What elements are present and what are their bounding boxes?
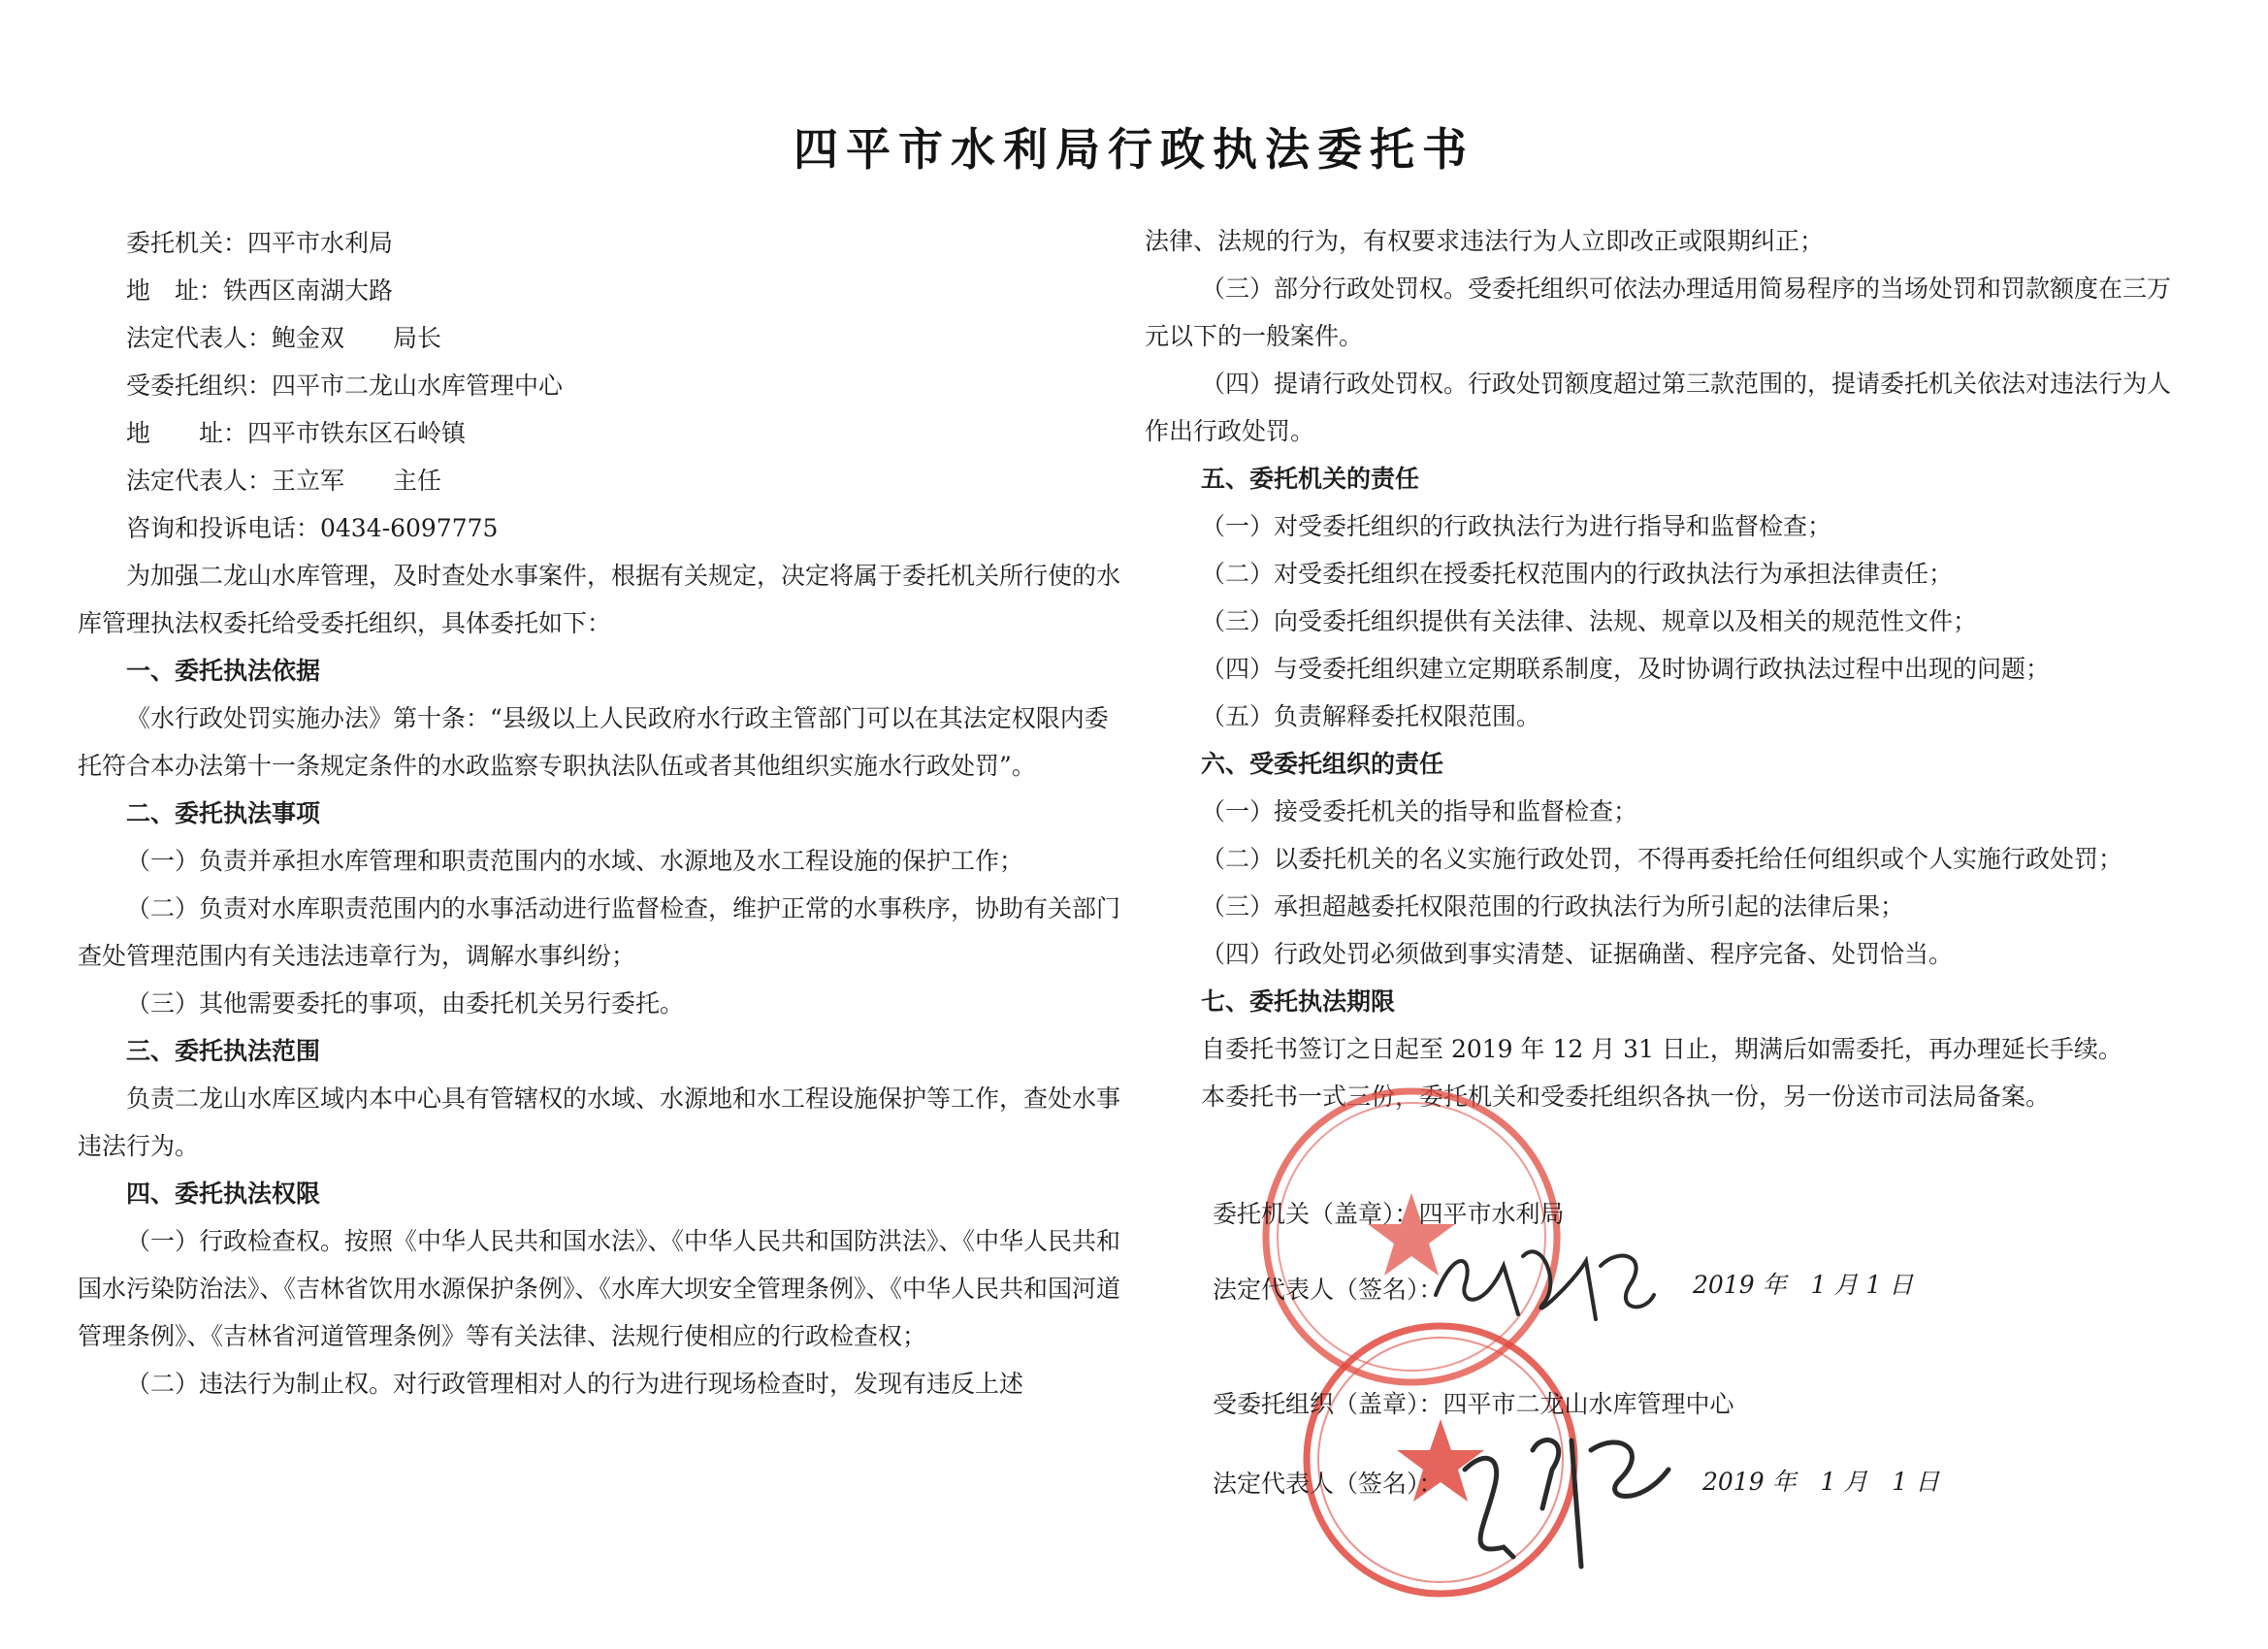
section-4-item-4: （四）提请行政处罚权。行政处罚额度超过第三款范围的，提请委托机关依法对违法行为人作出行政处罚。: [1145, 370, 2172, 445]
section-1-text: 《水行政处罚实施办法》第十条：“县级以上人民政府水行政主管部门可以在其法定权限内委托符合本办法第十一条规定条件的水政监察专职执法队伍或者其他组织实施水行政处罚”。: [78, 704, 1109, 780]
address-2: 地 址：四平市铁东区石岭镇: [126, 419, 467, 447]
section-6-heading: 六、受委托组织的责任: [1201, 750, 1444, 778]
address-1: 地 址：铁西区南湖大路: [126, 276, 394, 305]
signature-2: [1445, 1411, 1688, 1576]
legal-rep-2-sign-label: 法定代表人（签名）：: [1213, 1470, 1443, 1498]
right-column: [1145, 217, 2192, 1120]
signature-1: [1426, 1227, 1659, 1334]
section-2-heading: 二、委托执法事项: [126, 799, 321, 827]
entrusting-org: 委托机关：四平市水利局: [126, 229, 394, 257]
section-6-item-1: （一）接受委托机关的指导和监督检查；: [1201, 797, 1638, 825]
section-6-item-3: （三）承担超越委托权限范围的行政执法行为所引起的法律后果；: [1201, 892, 1905, 921]
legal-rep-1-sign-label: 法定代表人（签名）：: [1213, 1276, 1443, 1304]
sign-date-2: 2019 年 1 月 1 日: [1702, 1468, 1940, 1496]
section-3-text: 负责二龙山水库区域内本中心具有管辖权的水域、水源地和水工程设施保护等工作，查处水事违法行为。: [78, 1084, 1121, 1160]
section-6-item-4: （四）行政处罚必须做到事实清楚、证据确凿、程序完备、处罚恰当。: [1201, 940, 1954, 968]
entrusting-org-stamp-label: 委托机关（盖章）：四平市水利局: [1213, 1200, 1565, 1228]
section-4-item-2-end: 法律、法规的行为，有权要求违法行为人立即改正或限期纠正；: [1145, 227, 1825, 255]
document-title: 四平市水利局行政执法委托书: [794, 123, 1474, 176]
entrusted-org: 受委托组织：四平市二龙山水库管理中心: [126, 372, 564, 400]
section-5-item-3: （三）向受委托组织提供有关法律、法规、规章以及相关的规范性文件；: [1201, 607, 1978, 635]
legal-rep-1: 法定代表人：鲍金双 局长: [126, 324, 442, 352]
complaint-phone: 咨询和投诉电话：0434-6097775: [126, 514, 499, 542]
section-5-item-5: （五）负责解释委托权限范围。: [1201, 702, 1541, 730]
section-7-text-1: 自委托书签订之日起至 2019 年 12 月 31 日止，期满后如需委托，再办理延长手续。: [1201, 1035, 2122, 1063]
section-4-heading: 四、委托执法权限: [126, 1180, 321, 1208]
section-2-item-3: （三）其他需要委托的事项，由委托机关另行委托。: [126, 989, 685, 1018]
section-5-heading: 五、委托机关的责任: [1201, 465, 1420, 493]
section-6-item-2: （二）以委托机关的名义实施行政处罚，不得再委托给任何组织或个人实施行政处罚；: [1201, 845, 2123, 873]
section-7-text-2: 本委托书一式三份，委托机关和受委托组织各执一份，另一份送市司法局备案。: [1201, 1083, 2051, 1111]
sign-date-1: 2019 年 1 月 1 日: [1693, 1271, 1914, 1299]
section-1-heading: 一、委托执法依据: [126, 657, 321, 685]
section-7-heading: 七、委托执法期限: [1201, 987, 1396, 1016]
legal-rep-2: 法定代表人：王立军 主任: [126, 467, 442, 495]
section-5-item-4: （四）与受委托组织建立定期联系制度，及时协调行政执法过程中出现的问题；: [1201, 655, 2051, 683]
section-2-item-1: （一）负责并承担水库管理和职责范围内的水域、水源地及水工程设施的保护工作；: [126, 847, 1024, 875]
section-3-heading: 三、委托执法范围: [126, 1037, 321, 1065]
section-2-item-2: （二）负责对水库职责范围内的水事活动进行监督检查，维护正常的水事秩序，协助有关部门查处管理范围内有关违法违章行为，调解水事纠纷；: [78, 894, 1121, 970]
section-5-item-1: （一）对受委托组织的行政执法行为进行指导和监督检查；: [1201, 512, 1832, 540]
section-4-item-3: （三）部分行政处罚权。受委托组织可依法办理适用简易程序的当场处罚和罚款额度在三万元以下的一般案件。: [1145, 275, 2172, 350]
entrusted-org-stamp-label: 受委托组织（盖章）：四平市二龙山水库管理中心: [1213, 1390, 1734, 1418]
section-5-item-2: （二）对受委托组织在授委托权范围内的行政执法行为承担法律责任；: [1201, 560, 1954, 588]
intro-paragraph: 为加强二龙山水库管理，及时查处水事案件，根据有关规定，决定将属于委托机关所行使的水库管理执法权委托给受委托组织，具体委托如下：: [78, 562, 1121, 637]
section-4-item-1: （一）行政检查权。按照《中华人民共和国水法》、《中华人民共和国防洪法》、《中华人民共和国水污染防治法》、《吉林省饮用水源保护条例》、《水库大坝安全管理条例》、《中华人民共和国河道管理条例》、《吉林省河道管理条例》等有关法律、法规行使相应的行政检查权；: [78, 1227, 1121, 1350]
left-column: [78, 219, 1125, 1407]
section-4-item-2-start: （二）违法行为制止权。对行政管理相对人的行为进行现场检查时，发现有违反上述: [126, 1370, 1024, 1398]
